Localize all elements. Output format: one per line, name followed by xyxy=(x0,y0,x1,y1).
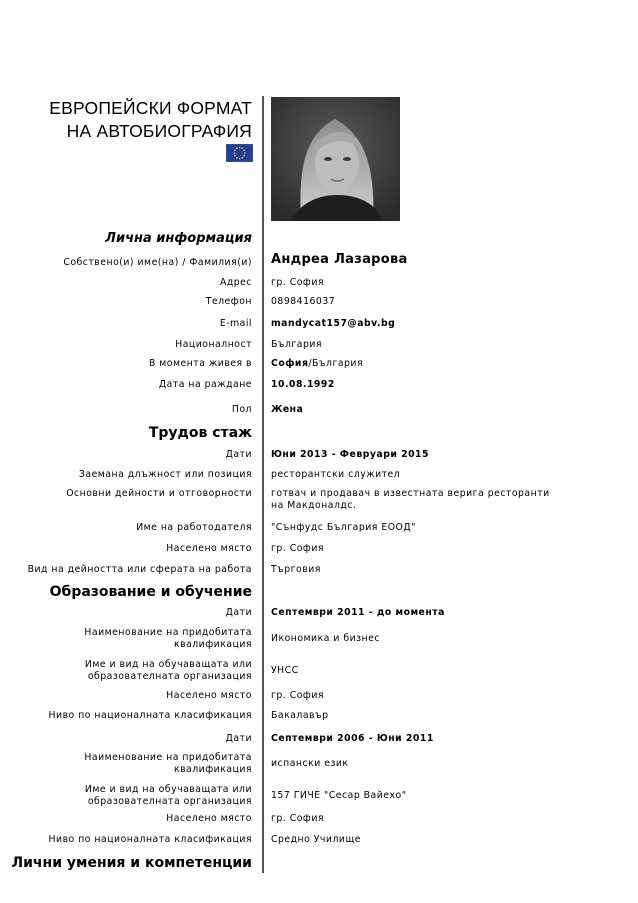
edu2-qual-label-2: квалификация xyxy=(173,764,252,775)
phone-value: 0898416037 xyxy=(271,296,336,307)
edu2-place-label: Населено място xyxy=(166,813,252,824)
edu2-org-value: 157 ГИЧЕ "Сесар Вайехо" xyxy=(271,790,407,801)
edu1-dates-label: Дати xyxy=(225,607,252,618)
position-value: ресторантски служител xyxy=(271,469,401,480)
nationality-value: България xyxy=(271,339,323,350)
edu1-qual-label-1: Наименование на придобитата xyxy=(84,627,252,638)
employer-value: "Сънфудс България ЕООД" xyxy=(271,522,416,533)
full-name: Андреа Лазарова xyxy=(271,252,408,267)
edu2-level-label: Ниво по националната класификация xyxy=(48,834,252,845)
edu1-place-value: гр. София xyxy=(271,690,324,701)
section-work-experience: Трудов стаж xyxy=(148,425,252,441)
address-label: Адрес xyxy=(219,277,252,288)
work-place-value: гр. София xyxy=(271,543,324,554)
residence-value xyxy=(271,358,561,370)
edu2-qual-value: испански език xyxy=(271,758,349,769)
edu2-dates-value: Септември 2006 - Юни 2011 xyxy=(271,733,434,744)
edu2-org-label-1: Име и вид на обучаващата или xyxy=(84,784,252,795)
work-dates-value: Юни 2013 - Февруари 2015 xyxy=(271,449,429,460)
work-place-label: Населено място xyxy=(166,543,252,554)
edu1-org-label-1: Име и вид на обучаващата или xyxy=(84,659,252,670)
section-skills: Лични умения и компетенции xyxy=(11,855,252,871)
profile-photo xyxy=(271,97,400,221)
position-label: Заемана длъжност или позиция xyxy=(78,469,252,480)
duties-label: Основни дейности и отговорности xyxy=(66,488,252,499)
section-personal-info: Лична информация xyxy=(105,231,252,246)
gender-label: Пол xyxy=(231,404,252,415)
email-label: E-mail xyxy=(219,318,252,329)
section-education: Образование и обучение xyxy=(49,584,252,600)
birth-label: Дата на раждане xyxy=(158,379,252,390)
birth-value: 10.08.1992 xyxy=(271,379,335,390)
residence-country: /България xyxy=(308,358,364,369)
sector-label: Вид на дейността или сферата на работа xyxy=(27,564,252,575)
edu2-dates-label: Дати xyxy=(225,733,252,744)
cv-title-line2: НА АВТОБИОГРАФИЯ xyxy=(66,121,252,141)
edu1-org-value: УНСС xyxy=(271,665,299,676)
residence-label: В момента живея в xyxy=(148,358,252,369)
edu1-qual-value: Икономика и бизнес xyxy=(271,633,380,644)
address-value: гр. София xyxy=(271,277,324,288)
duties-value: готвач и продавач в известната верига ресторанти на Макдоналдс. xyxy=(271,488,550,511)
edu1-org-label-2: образователната организация xyxy=(87,671,252,682)
nationality-label: Националност xyxy=(175,339,252,350)
eu-flag-icon xyxy=(226,144,253,162)
edu2-level-value: Средно Училище xyxy=(271,834,361,845)
phone-label: Телефон xyxy=(205,296,252,307)
edu2-qual-label-1: Наименование на придобитата xyxy=(84,752,252,763)
edu2-place-value: гр. София xyxy=(271,813,324,824)
column-divider xyxy=(262,96,264,873)
email-value: mandycat157@abv.bg xyxy=(271,318,396,329)
gender-value: Жена xyxy=(271,404,304,415)
edu1-place-label: Населено място xyxy=(166,690,252,701)
residence-city: София xyxy=(271,358,309,369)
edu1-level-label: Ниво по националната класификация xyxy=(48,710,252,721)
work-dates-label: Дати xyxy=(225,449,252,460)
edu1-dates-value: Септември 2011 - до момента xyxy=(271,607,445,618)
edu2-org-label-2: образователната организация xyxy=(87,796,252,807)
edu1-qual-label-2: квалификация xyxy=(173,639,252,650)
employer-label: Име на работодателя xyxy=(136,522,252,533)
name-label: Собствено(и) име(на) / Фамилия(и) xyxy=(63,257,252,268)
edu1-level-value: Бакалавър xyxy=(271,710,329,721)
cv-title-line1: ЕВРОПЕЙСКИ ФОРМАТ xyxy=(49,98,252,118)
sector-value: Търговия xyxy=(271,564,321,575)
